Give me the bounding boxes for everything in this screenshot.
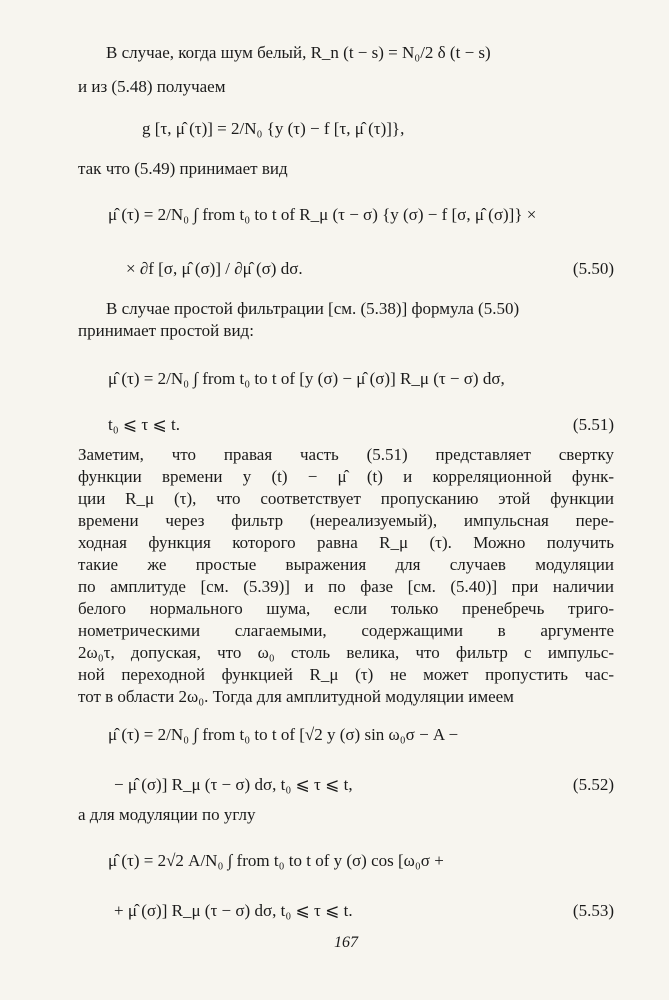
equation-5-53-line1: μ̂ (τ) = 2√2 A/N₀ ∫ from t₀ to t of y (σ) cos [ω₀σ +	[108, 851, 444, 870]
equation-5-51-line2: t₀ ⩽ τ ⩽ t.	[108, 415, 180, 434]
para3-line2: принимает простой вид:	[78, 321, 254, 340]
equation-5-52-line1: μ̂ (τ) = 2/N₀ ∫ from t₀ to t of [√2 y (σ) sin ω₀σ − A −	[108, 725, 459, 744]
equation-5-50-line1: μ̂ (τ) = 2/N₀ ∫ from t₀ to t of R_μ (τ − σ) {y (σ) − f [σ, μ̂ (σ)]} ×	[108, 205, 537, 224]
equation-number-5-52: (5.52)	[572, 775, 614, 794]
para3-line1: В случае простой фильтрации [см. (5.38)] формула (5.50)	[106, 299, 520, 318]
para2: так что (5.49) принимает вид	[78, 159, 288, 178]
equation-5-53-line2: + μ̂ (σ)] R_μ (τ − σ) dσ, t₀ ⩽ τ ⩽ t.	[114, 901, 353, 920]
page	[78, 0, 614, 1000]
equation-number-5-51: (5.51)	[572, 415, 614, 434]
equation-number-5-50: (5.50)	[572, 259, 614, 278]
para4-line: ной переходной функцией R_μ (τ) не может пропустить час-	[78, 665, 614, 684]
para4-line: времени через фильтр (нереализуемый), импульсная пере-	[78, 511, 614, 530]
para1-line2: и из (5.48) получаем	[78, 77, 226, 96]
para4-line: белого нормального шума, если только пренебречь триго-	[78, 599, 614, 618]
para4-line: ции R_μ (τ), что соответствует пропусканию этой функции	[78, 489, 614, 508]
equation-5-50-line2: × ∂f [σ, μ̂ (σ)] / ∂μ̂ (σ) dσ.	[126, 259, 303, 278]
para4-line: ходная функция которого равна R_μ (τ). Можно получить	[78, 533, 614, 552]
equation-number-5-53: (5.53)	[572, 901, 614, 920]
para4-line: тот в области 2ω₀. Тогда для амплитудной модуляции имеем	[78, 687, 514, 706]
para5: а для модуляции по углу	[78, 805, 256, 824]
page-number: 167	[334, 934, 358, 951]
para4	[78, 444, 614, 708]
para4-line: по амплитуде [см. (5.39)] и по фазе [см. (5.40)] при наличии	[78, 577, 614, 596]
para4-line: Заметим, что правая часть (5.51) представляет свертку	[78, 445, 614, 464]
para4-line: такие же простые выражения для случаев модуляции	[78, 555, 614, 574]
para1-line1: В случае, когда шум белый, R_n (t − s) = N₀/2 δ (t − s)	[106, 43, 491, 62]
para4-line: 2ω₀τ, допуская, что ω₀ столь велика, что фильтр с импульс-	[78, 643, 614, 662]
equation-5-52-line2: − μ̂ (σ)] R_μ (τ − σ) dσ, t₀ ⩽ τ ⩽ t,	[114, 775, 353, 794]
equation-5-51-line1: μ̂ (τ) = 2/N₀ ∫ from t₀ to t of [y (σ) − μ̂ (σ)] R_μ (τ − σ) dσ,	[108, 369, 505, 388]
para4-line: функции времени y (t) − μ̂ (t) и корреляционной функ-	[78, 467, 614, 486]
equation-g: g [τ, μ̂ (τ)] = 2/N₀ {y (τ) − f [τ, μ̂ (τ)]},	[142, 119, 405, 138]
para4-line: нометрическими слагаемыми, содержащими в аргументе	[78, 621, 614, 640]
